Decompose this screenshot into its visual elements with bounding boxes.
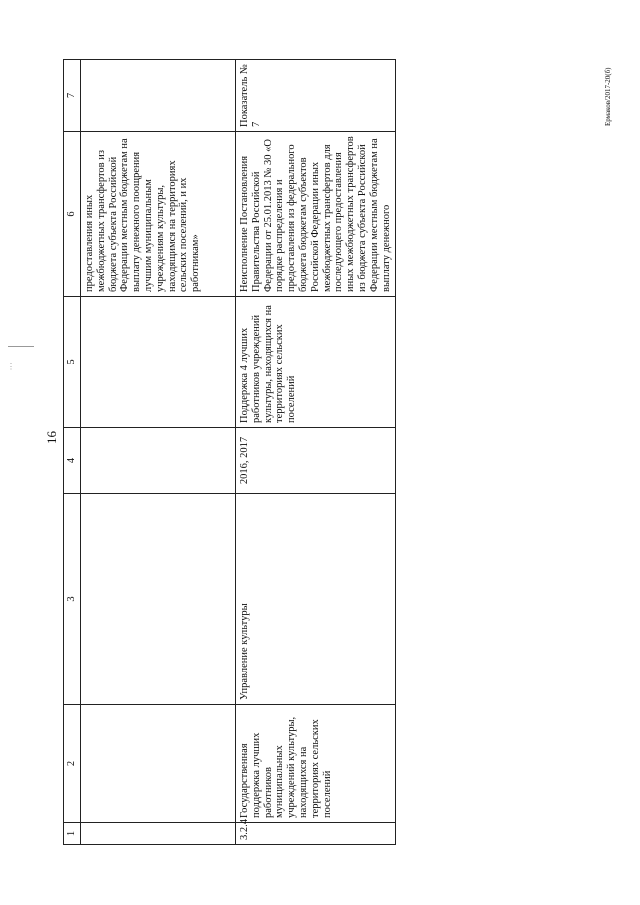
cell-empty: [81, 705, 236, 823]
header-col-2: 2: [64, 705, 81, 823]
cell-indicator: Показатель № 7: [236, 60, 396, 132]
header-col-5: 5: [64, 297, 81, 428]
header-col-6: 6: [64, 132, 81, 297]
cell-expected-result: Поддержка 4 лучших работников учреждений культуры, находящихся на территориях сельских поселений: [236, 297, 396, 428]
table-row: [81, 60, 236, 845]
header-row: [64, 60, 81, 845]
program-table: [63, 60, 392, 845]
cell-empty: [81, 823, 236, 845]
cell-consequence: Неисполнение Постановления Правительства Российской Федерации от 25.01.2013 № 30 «О порядке распределения и предоставления из федерального бюджета бюджетам субъектов Российской Федерации иных межбюджетных трансфертов для последующего предоставления иных межбюджетных трансфертов из бюджета субъекта Российской Федерации местным бюджетам на выплату денежного: [236, 132, 396, 297]
header-col-1: 1: [64, 823, 81, 845]
cell-empty: [81, 60, 236, 132]
cell-measure-name: Государственная поддержка лучших работников муниципальных учреждений культуры, находящихся на территориях сельских поселений: [236, 705, 396, 823]
header-col-4: 4: [64, 428, 81, 494]
header-col-3: 3: [64, 494, 81, 705]
table-row: [236, 60, 396, 845]
cell-item-number: 3.2.4: [236, 823, 396, 845]
cell-executor: Управление культуры: [236, 494, 396, 705]
margin-dots: ⋮: [7, 362, 15, 371]
cell-empty: [81, 428, 236, 494]
cell-empty: [81, 494, 236, 705]
margin-line: [8, 346, 34, 347]
cell-empty: [81, 297, 236, 428]
page-number: 16: [44, 431, 59, 444]
cell-years: 2016, 2017: [236, 428, 396, 494]
header-col-7: 7: [64, 60, 81, 132]
cell-consequence-continued: предоставления иных межбюджетных трансфертов из бюджета субъекта Российской Федерации местным бюджетам на выплату денежного поощрения лучшим муниципальным учреждениям культуры, находящимся на территориях сельских поселений, и их работникам»: [81, 132, 236, 297]
document-id: Ермаков/2017-20(б): [604, 67, 612, 126]
